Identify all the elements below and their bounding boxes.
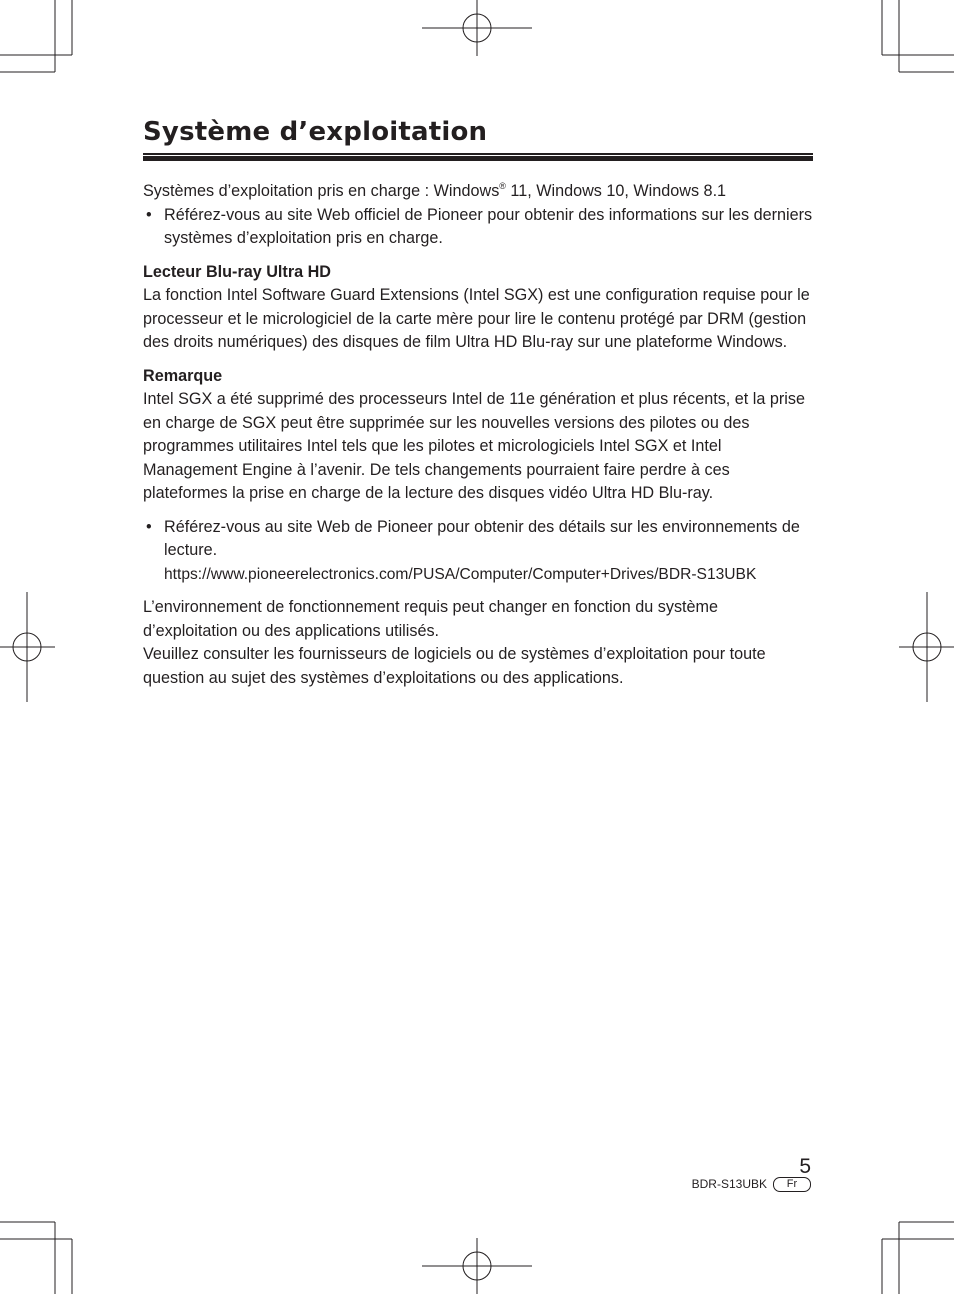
registration-crosshair-left — [0, 592, 55, 702]
model-number: BDR-S13UBK — [691, 1177, 767, 1191]
title-rule-thin — [143, 153, 813, 155]
page-footer — [692, 1154, 811, 1192]
bullet-dot: • — [146, 517, 152, 536]
bullet-pioneer-site — [143, 516, 813, 587]
section-heading-uhd: Lecteur Blu-ray Ultra HD — [143, 262, 331, 281]
crop-mark-top-left — [0, 0, 72, 72]
supported-os-line — [143, 180, 813, 204]
supported-os-text: Systèmes d’exploitation pris en charge : Windows — [143, 182, 500, 200]
page-title: Système d’exploitation — [143, 117, 488, 147]
footer-model-row — [692, 1176, 811, 1192]
bullet-official-site-text: Référez-vous au site Web officiel de Pioneer pour obtenir des informations sur les derniers systèmes d’exploitation pris en charge. — [164, 205, 813, 247]
title-rule-thick — [143, 156, 813, 161]
title-double-rule — [143, 153, 813, 163]
closing-paragraph-environment: L’environnement de fonctionnement requis peut changer en fonction du système d’exploitation ou des applications utilisés. — [143, 598, 719, 640]
registration-crosshair-right — [899, 592, 954, 702]
crop-mark-bottom-left — [0, 1222, 72, 1294]
section-heading-note: Remarque — [143, 366, 223, 385]
crop-mark-top-right — [882, 0, 954, 72]
registration-mark: ® — [499, 181, 506, 191]
crop-mark-bottom-right — [882, 1222, 954, 1294]
page-content — [143, 112, 813, 690]
pioneer-url-link[interactable]: https://www.pioneerelectronics.com/PUSA/Computer/Computer+Drives/BDR-S13UBK — [164, 565, 757, 583]
bullet-official-site — [143, 204, 813, 251]
closing-paragraph-vendors: Veuillez consulter les fournisseurs de logiciels ou de systèmes d’exploitation pour toute question au sujet des systèmes d’exploitations ou des applications. — [143, 645, 766, 687]
supported-os-versions: 11, Windows 10, Windows 8.1 — [505, 182, 727, 200]
page-number: 5 — [799, 1155, 811, 1178]
bullet-pioneer-site-text: Référez-vous au site Web de Pioneer pour obtenir des détails sur les environnements de lecture. — [164, 517, 800, 559]
language-badge: Fr — [773, 1177, 811, 1192]
registration-crosshair-bottom — [422, 1238, 532, 1294]
registration-crosshair-top — [422, 0, 532, 56]
section-body-uhd: La fonction Intel Software Guard Extensions (Intel SGX) est une configuration requise pour le processeur et le micrologiciel de la carte mère pour lire le contenu protégé par DRM (gestion des droits numériques) des disques de film Ultra HD Blu-ray sur une plateforme Windows. — [143, 286, 810, 351]
bullet-dot: • — [146, 205, 152, 224]
section-body-note: Intel SGX a été supprimé des processeurs Intel de 11e génération et plus récents, et la prise en charge de SGX peut être supprimée sur les nouvelles versions des pilotes ou des programmes utilitaires Intel tels que les pilotes et micrologiciels Intel SGX et Intel Management Engine à l’avenir. De tels changements pourraient faire perdre à ces plateformes la prise en charge de la lecture des disques vidéo Ultra HD Blu-ray. — [143, 390, 805, 502]
